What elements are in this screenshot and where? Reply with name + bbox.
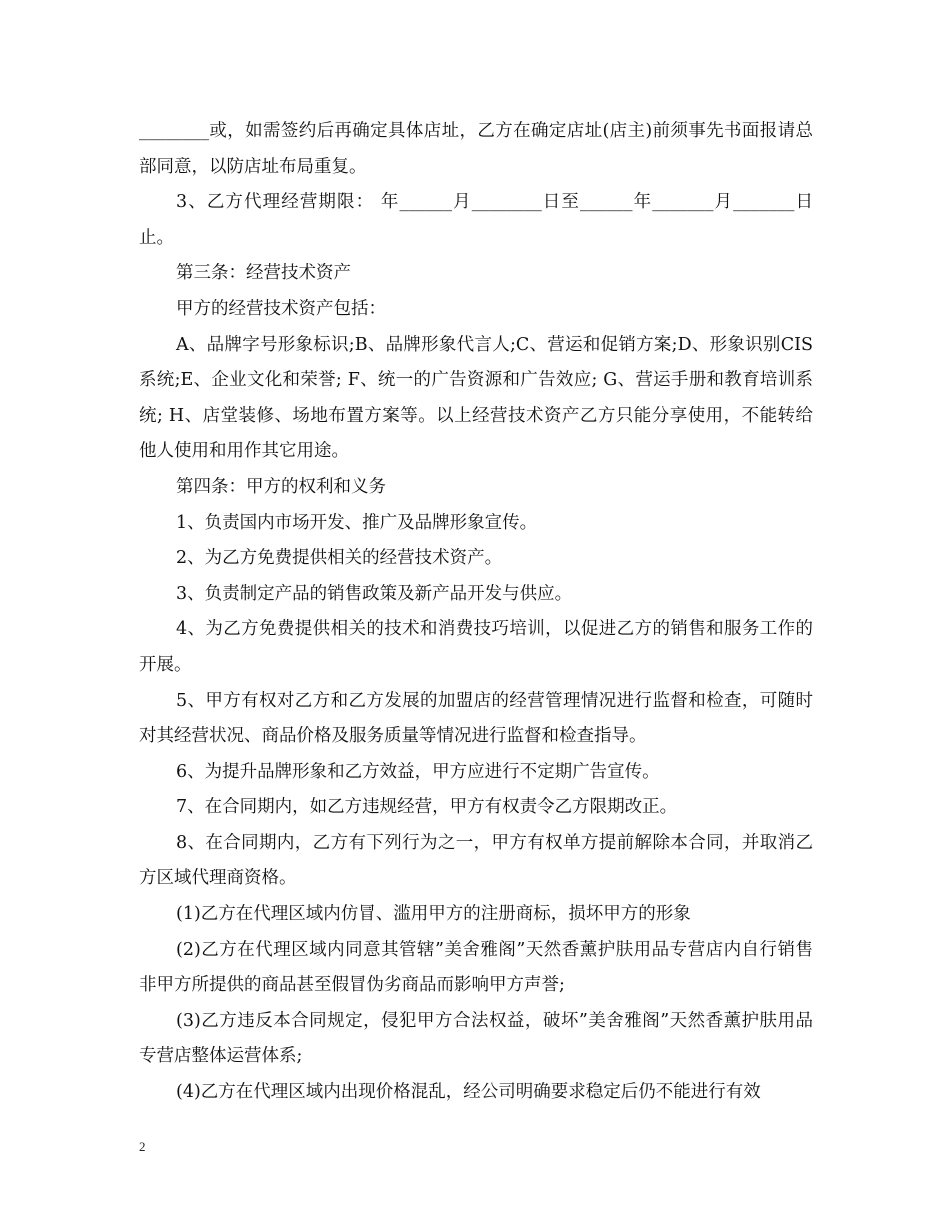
paragraph-assets-list: A、品牌字号形象标识;B、品牌形象代言人;C、营运和促销方案;D、形象识别CIS系统;E、企业文化和荣誉; F、统一的广告资源和广告效应; G、营运手册和教育培训系统; H、店堂装修、场地布置方案等。以上经营技术资产乙方只能分享使用，不能转给他人使用和用作其它用途。 [139,334,813,462]
sub-item-2: (2)乙方在代理区域内同意其管辖”美舍雅阁”天然香薰护肤用品专营店内自行销售非甲方所提供的商品甚至假冒伪劣商品而影响甲方声誉; [139,939,813,996]
sub-item-4: (4)乙方在代理区域内出现价格混乱，经公司明确要求稳定后仍不能进行有效 [176,1082,761,1103]
heading-article-4: 第四条：甲方的权利和义务 [176,476,386,497]
document-body [139,114,813,1111]
list-item-6: 6、为提升品牌形象和乙方效益，甲方应进行不定期广告宣传。 [176,761,660,782]
heading-article-3: 第三条：经营技术资产 [176,263,351,284]
paragraph-assets-intro: 甲方的经营技术资产包括： [176,298,386,319]
sub-item-1: (1)乙方在代理区域内仿冒、滥用甲方的注册商标，损坏甲方的形象 [176,904,691,925]
paragraph-store-address: ________或，如需签约后再确定具体店址，乙方在确定店址(店主)前须事先书面报请总部同意，以防店址布局重复。 [139,121,813,177]
list-item-7: 7、在合同期内，如乙方违规经营，甲方有权责令乙方限期改正。 [176,797,678,818]
list-item-4: 4、为乙方免费提供相关的技术和消费技巧培训，以促进乙方的销售和服务工作的开展。 [139,619,813,675]
list-item-3: 3、负责制定产品的销售政策及新产品开发与供应。 [176,583,573,604]
page-number: 2 [139,1139,146,1154]
list-item-8: 8、在合同期内，乙方有下列行为之一，甲方有权单方提前解除本合同，并取消乙方区域代理商资格。 [139,832,813,889]
sub-item-3: (3)乙方违反本合同规定，侵犯甲方合法权益，破坏”美舍雅阁”天然香薰护肤用品专营店整体运营体系; [139,1010,813,1067]
list-item-1: 1、负责国内市场开发、推广及品牌形象宣传。 [176,512,538,533]
list-item-2: 2、为乙方免费提供相关的经营技术资产。 [176,548,503,569]
list-item-5: 5、甲方有权对乙方和乙方发展的加盟店的经营管理情况进行监督和检查，可随时对其经营状况、商品价格及服务质量等情况进行监督和检查指导。 [139,690,813,747]
paragraph-agency-term: 3、乙方代理经营期限： 年______月________日至______年_______月_______日止。 [139,192,813,248]
